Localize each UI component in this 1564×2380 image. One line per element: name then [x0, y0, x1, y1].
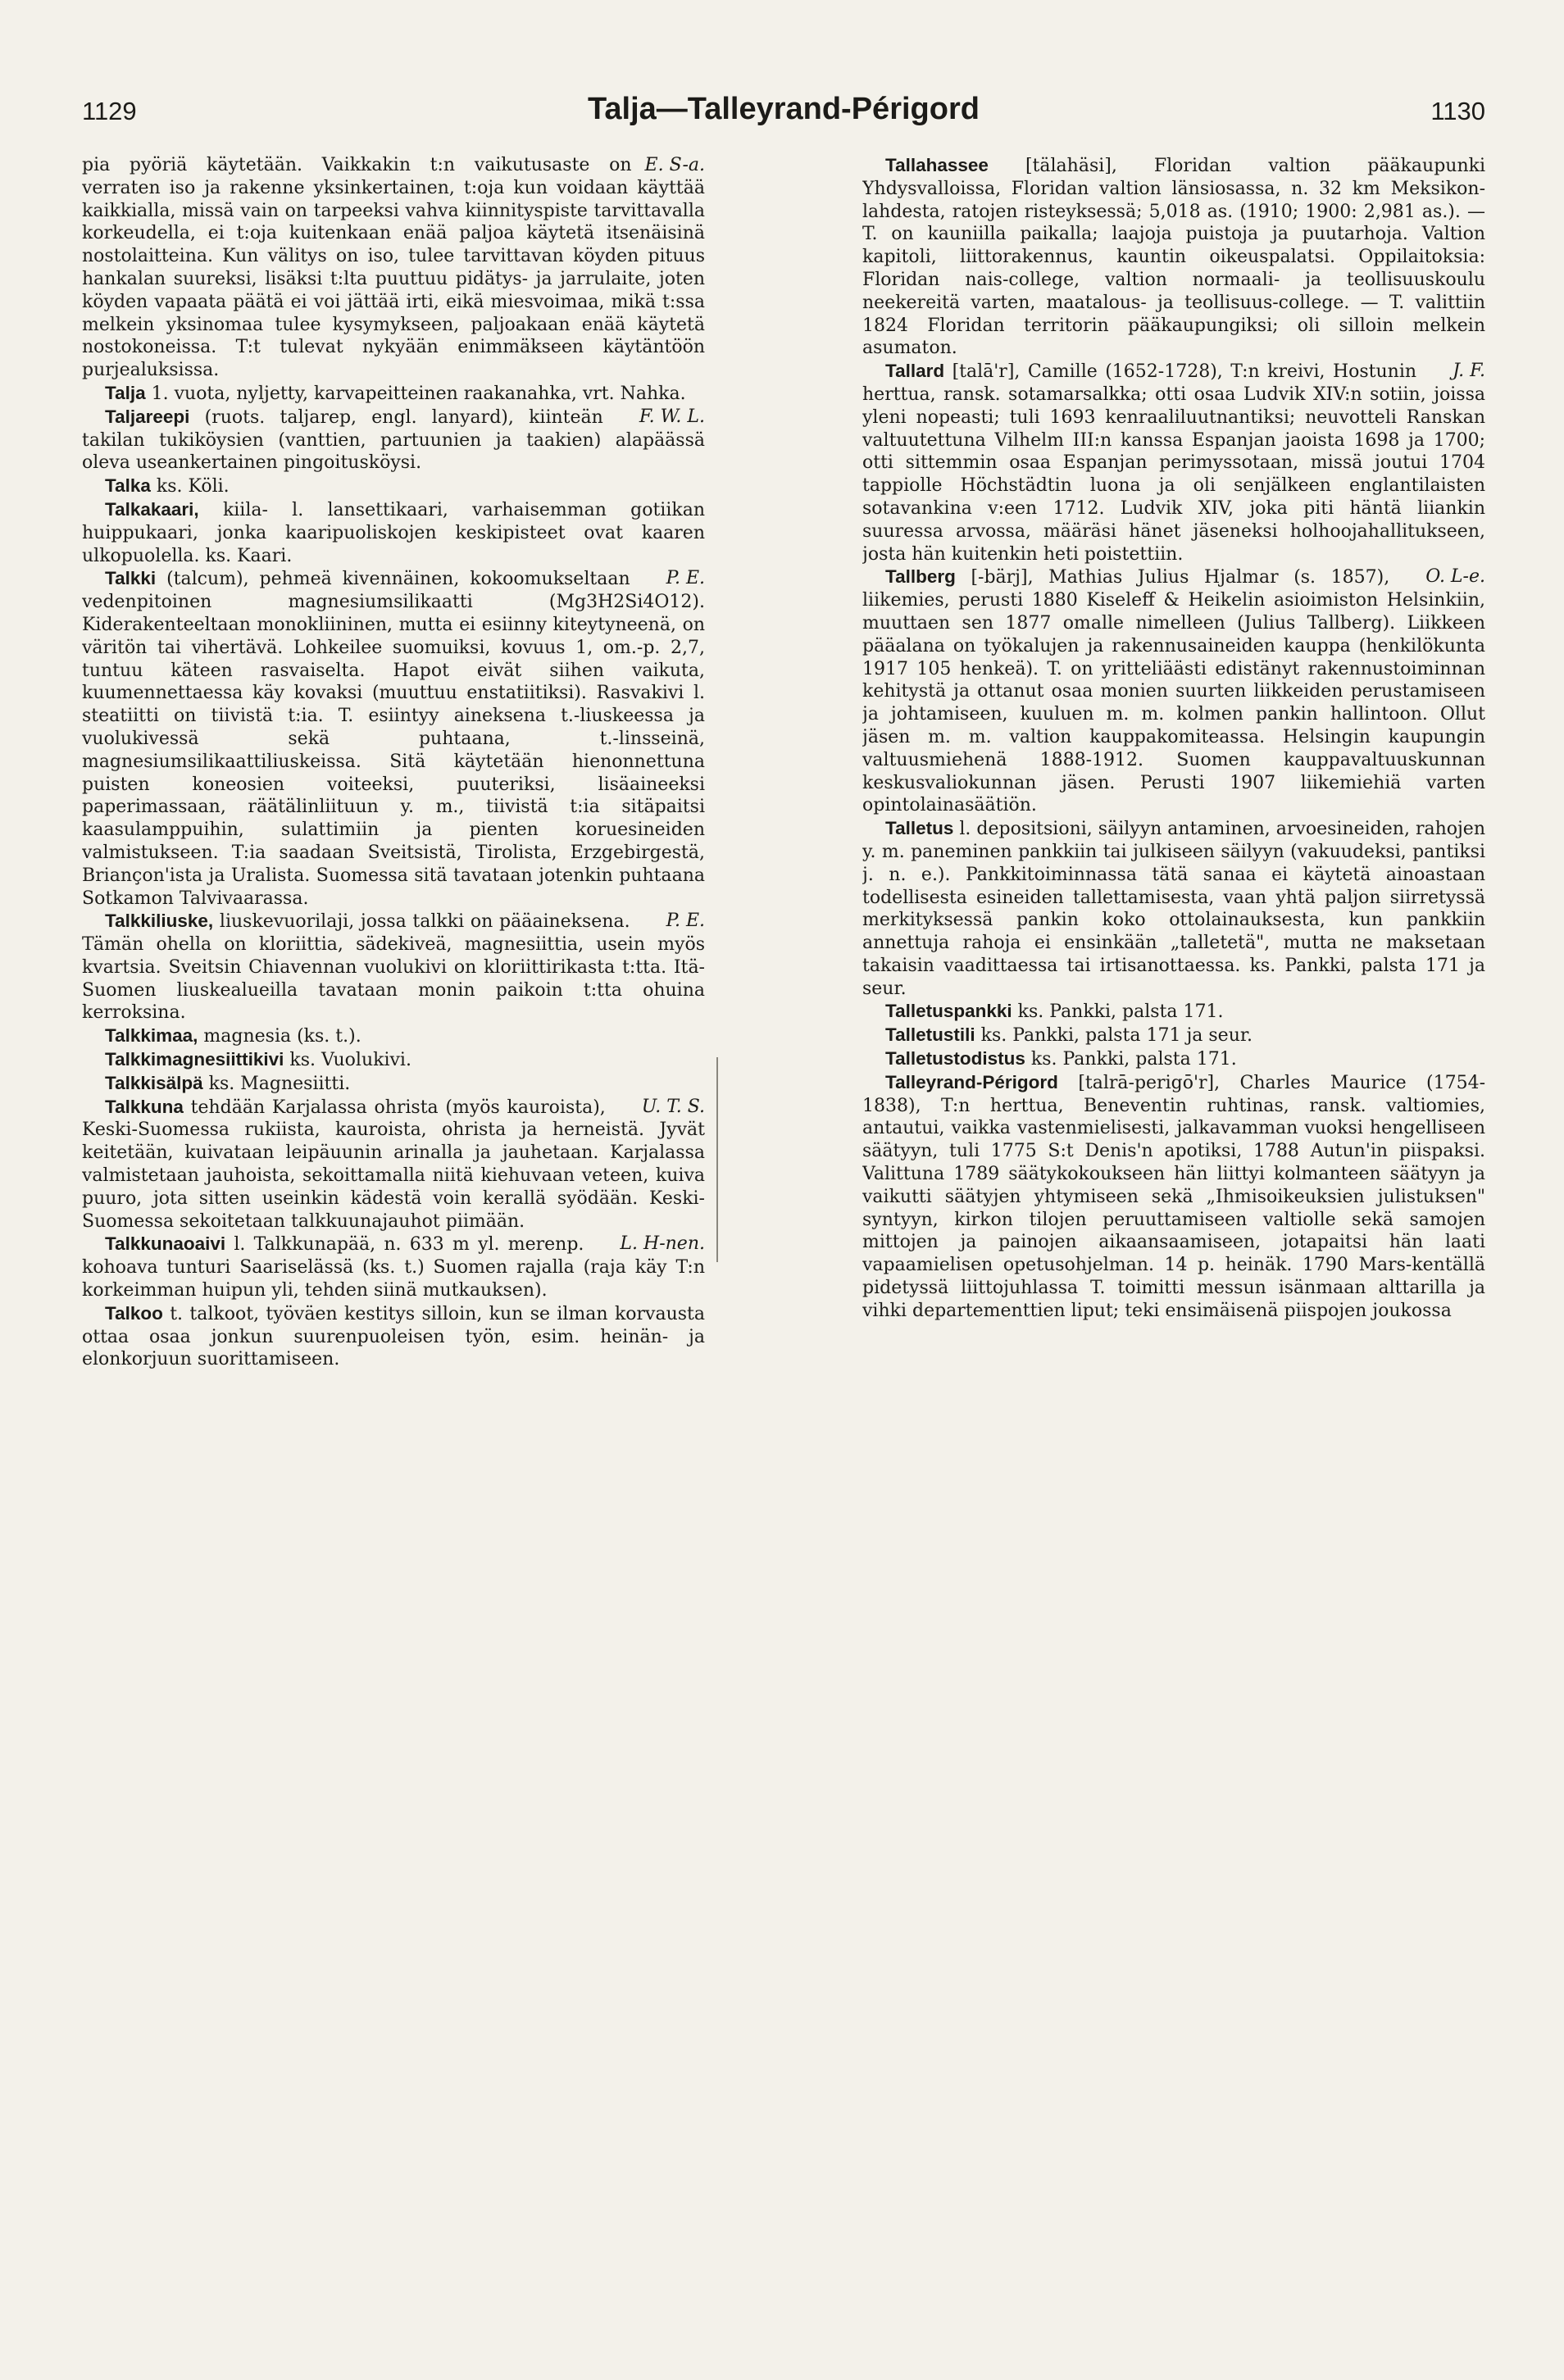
entry-text: (ruots. taljarep, engl. lanyard), kiinteän takilan tukiköysien (vanttien, partuunien ja taakien) alapäässä oleva useankertainen pingoitusköysi. [82, 407, 705, 474]
right-page-number: 1130 [1430, 97, 1485, 125]
dictionary-entry [82, 154, 705, 382]
dictionary-entry [82, 910, 705, 1024]
left-column [82, 154, 705, 2301]
entry-signature: F. W. L. [639, 406, 705, 427]
right-column [862, 154, 1485, 2301]
entry-headword: Talja [105, 382, 146, 403]
dictionary-entry [862, 1000, 1485, 1024]
entry-headword: Talkkisälpä [105, 1072, 203, 1093]
entry-text: ks. Vuolukivi. [289, 1050, 411, 1071]
entry-headword: Talletustodistus [885, 1048, 1025, 1070]
entry-headword: Tallard [885, 361, 945, 382]
entry-headword: Talletus [885, 818, 954, 839]
column-rule [716, 1057, 718, 1262]
dictionary-entry [82, 475, 705, 498]
entry-signature: L. H-nen. [620, 1233, 705, 1255]
entry-text: t. talkoot, työväen kestitys silloin, kun se ilman korvausta ottaa osaa jonkun suurenpuoleisen työn, esim. heinän- ja elonkorjuun suorittamiseen. [82, 1303, 705, 1370]
entry-text: ks. Pankki, palsta 171. [1017, 1002, 1224, 1023]
entry-headword: Tallberg [885, 566, 956, 588]
entry-text: l. depositsioni, säilyyn antaminen, arvoesineiden, rahojen y. m. paneminen pankkiin tai julkiseen säilyyn (vakuudeksi, pantiksi j. n. e.). Pankkitoiminnassa tätä sanaa ei käytetä ainoastaan todellisesta esineiden tallettamisesta, vaan yhtä paljon siirretyssä merkityksessä pankin koko ottolainauksesta, kun pankkiin annettuja rahoja ei ensinkään „talletetä", mutta ne maksetaan takaisin vaadittaessa tai irtisanottaessa. ks. Pankki, palsta 171 ja seur. [862, 819, 1485, 999]
dictionary-entry [82, 1048, 705, 1072]
dictionary-entry [82, 498, 705, 567]
entry-text: [tälahäsi], Floridan valtion pääkaupunki Yhdysvalloissa, Floridan valtion länsiosassa, n. 32 km Meksikon-lahdesta, ratojen risteyksessä; 5,018 as. (1910; 1900: 2,981 as.). — T. on kauniilla paikalla; laajoja puistoja ja puutarhoja. Valtion kapitoli, liittorakennus, kauntin oikeuspalatsi. Oppilaitoksia: Floridan nais-college, valtion normaali- ja teollisuuskoulu neekereitä varten, maatalous- ja teollisuus-college. — T. valittiin 1824 Floridan territorin pääkaupungiksi; oli silloin melkein asumaton. [862, 156, 1485, 359]
dictionary-entry [862, 1024, 1485, 1047]
dictionary-entry [862, 817, 1485, 1000]
entry-text: magnesia (ks. t.). [203, 1026, 361, 1047]
dictionary-entry [862, 1071, 1485, 1323]
entry-text: ks. Köli. [156, 476, 230, 497]
entry-text: ks. Pankki, palsta 171. [1030, 1049, 1237, 1070]
entry-headword: Taljareepi [105, 406, 190, 427]
entry-signature: P. E. [666, 911, 705, 932]
entry-text: liuskevuorilaji, jossa talkki on pääaineksena. Tämän ohella on kloriittia, sädekiveä, magnesiittia, usein myös kvartsia. Sveitsin Chiavennan vuolukivi on kloriittirikasta t:tta. Itä-Suomen liuskealueilla tavataan monin paikoin t:tta ohuina kerroksina. [82, 911, 705, 1024]
entry-headword: Talletustili [885, 1024, 975, 1046]
entry-headword: Talka [105, 475, 151, 497]
entry-text: kiila- l. lansettikaari, varhaisemman gotiikan huippukaari, jonka kaaripuoliskojen keskipisteet ovat kaaren ulkopuolella. ks. Kaari. [82, 499, 705, 566]
dictionary-entry [82, 406, 705, 475]
entry-text: (talcum), pehmeä kivennäinen, kokoomukseltaan vedenpitoinen magnesiumsilikaatti (Mg3H2Si4O12). Kiderakenteeltaan monokliininen, mutta ei esiinny kiteytyneenä, on väritön tai vihertävä. Lohkeilee suomuiksi, kovuus 1, om.-p. 2,7, tuntuu käteen rasvaiselta. Hapot eivät siihen vaikuta, kuumennettaessa käy kovaksi (muuttuu enstatiitiksi). Rasvakivi l. steatiitti on tiivistä t:ia. T. esiintyy aineksena t.-liuskeessa ja vuolukivessä sekä puhtaana, t.-linsseinä, magnesiumsilikaattiliuskeissa. Sitä käytetään hienonnettuna puisten koneosien voiteeksi, puuteriksi, lisäaineeksi paperimassaan, räätälinliituun y. m., tiivistä t:ia sitäpaitsi kaasulamppuihin, sulattimiin ja pienten koruesineiden valmistukseen. T:ia saadaan Sveitsistä, Tirolista, Erzgebirgestä, Briançon'ista ja Uralista. Suomessa sitä tavataan jotenkin puhtaana Sotkamon Talvivaarassa. [82, 569, 705, 909]
page-header [82, 92, 1485, 143]
running-title: Talja—Talleyrand-Périgord [588, 92, 980, 126]
entry-signature: O. L-e. [1425, 566, 1485, 588]
entry-text: [talrā-perigō'r], Charles Maurice (1754-1838), T:n herttua, Beneventin ruhtinas, ransk. valtiomies, antautui, vaikka vastenmielisesti, jalkavamman vuoksi hengelliseen säätyyn, tuli 1775 S:t Denis'n apotiksi, 1788 Autun'in piispaksi. Valittuna 1789 säätykokoukseen hän liittyi kolmanteen säätyyn ja vaikutti säätyjen yhtymiseen sekä „Ihmisoikeuksien julistuksen" syntyyn, kirkon tilojen peruuttamiseen valtiolle sekä samojen mittojen ja painojen aikaansaamiseen, jotapaitsi hän laati vapaamielisen opetusohjelman. 14 p. heinäk. 1790 Mars-kentällä pidetyssä liittojuhlassa T. toimitti messun isänmaan alttarilla ja vihki departementtien liput; teki ensimäisenä piispojen joukossa [862, 1072, 1485, 1321]
entry-headword: Talleyrand-Périgord [885, 1071, 1058, 1092]
dictionary-entry [82, 382, 705, 406]
left-page-number: 1129 [82, 97, 137, 125]
dictionary-entry [862, 360, 1485, 565]
entry-headword: Talkkunaoaivi [105, 1233, 226, 1255]
entry-headword: Talletuspankki [885, 1001, 1012, 1022]
dictionary-entry [82, 1072, 705, 1096]
entry-headword: Tallahassee [885, 155, 989, 175]
entry-headword: Talkoo [105, 1302, 163, 1324]
entry-headword: Talkakaari, [105, 498, 199, 520]
entry-text: ks. Pankki, palsta 171 ja seur. [980, 1025, 1253, 1047]
dictionary-entry [82, 1024, 705, 1048]
dictionary-entry [862, 1047, 1485, 1071]
dictionary-entry [82, 1096, 705, 1233]
entry-text: l. Talkkunapää, n. 633 m yl. merenp. kohoava tunturi Saariselässä (ks. t.) Suomen rajalla (raja käy T:n korkeimman huipun yli, tehden siinä mutkauksen). [82, 1234, 705, 1301]
entry-text: tehdään Karjalassa ohrista (myös kauroista), Keski-Suomessa rukiista, kauroista, ohrista ja herneistä. Jyvät keitetään, kuivataan leipäuunin arinalla ja jauhetaan. Karjalassa valmistetaan jauhoista, sekoittamalla niitä kiehuvaan veteen, kuiva puuro, jota sitten useinkin kädestä voin kerallä syödään. Keski-Suomessa sekoitetaan talkkuunajauhot piimään. [82, 1097, 705, 1232]
entry-signature: E. S-a. [644, 155, 705, 175]
entry-headword: Talkki [105, 568, 157, 589]
entry-signature: J. F. [1453, 361, 1485, 382]
entry-headword: Talkkimagnesiittikivi [105, 1049, 284, 1070]
entry-signature: U. T. S. [641, 1096, 705, 1117]
entry-headword: Talkkimaa, [105, 1025, 198, 1047]
entry-headword: Talkkiliuske, [105, 911, 214, 932]
dictionary-entry [862, 565, 1485, 817]
dictionary-entry [82, 1302, 705, 1371]
dictionary-entry [862, 154, 1485, 360]
entry-text: [talā'r], Camille (1652-1728), T:n kreivi, Hostunin herttua, ransk. sotamarsalkka; otti osaa Ludvik XIV:n sotiin, joissa yleni nopeasti; tuli 1693 kenraaliluutnantiksi; neuvotteli Ranskan valtuutettuna Vilhelm III:n kanssa Espanjan jaoista 1698 ja 1700; otti sittemmin osaa Espanjan perimyssotaan, missä joutui 1704 tappiolle Höchstädtin luona ja oli senjälkeen englantilaisten sotavankina v:een 1712. Ludvik XIV, joka piti häntä liiankin suuressa arvossa, määräsi hänet jäseneksi holhoojahallitukseen, josta hän kuitenkin heti poistettiin. [862, 361, 1485, 565]
dictionary-entry [82, 1233, 705, 1301]
dictionary-entry [82, 567, 705, 910]
entry-text: ks. Magnesiitti. [208, 1073, 351, 1094]
entry-text: 1. vuota, nyljetty, karvapeitteinen raakanahka, vrt. Nahka. [151, 383, 686, 404]
entry-text: pia pyöriä käytetään. Vaikkakin t:n vaikutusaste on verraten iso ja rakenne yksinkertainen, t:oja kun voidaan käyttää kaikkialla, missä vain on tarpeeksi vahva kiinnityspiste tarvittavalla korkeudella, ei t:oja kuitenkaan enää paljoa käytetä itsenäisinä nostolaitteina. Kun välitys on iso, tulee tarvittavan köyden pituus hankalan suureksi, lisäksi t:lta puuttuu pidätys- ja jarrulaite, joten köyden vapaata päätä ei voi jättää irti, eikä miesvoimaa, mikä t:ssa melkein yksinomaa tulee kysymykseen, paljoakaan enää käytetä nostokoneissa. T:t tulevat nykyään enimmäkseen käytäntöön purjealuksissa. [82, 155, 705, 381]
entry-signature: P. E. [666, 568, 705, 589]
entry-text: [-bärj], Mathias Julius Hjalmar (s. 1857), liikemies, perusti 1880 Kiseleff & Heikelin asioimiston Helsinkiin, muuttaen sen 1877 omalle nimelleen (Julius Tallberg). Liikkeen pääalana on työkalujen ja rakennusaineiden kauppa (henkilökunta 1917 105 henkeä). T. on yritteliäästi edistänyt rakennustoiminnan kehitystä ja ottanut osaa monien suurten liikkeiden perustamiseen ja johtamiseen, kuuluen m. m. kolmen pankin hallintoon. Ollut jäsen m. m. valtion kauppakomiteassa. Helsingin kaupungin valtuusmiehenä 1888-1912. Suomen kauppavaltuuskunnan keskusvaliokunnan jäsen. Perusti 1907 liikemiehiä varten opintolainasäätiön. [862, 567, 1485, 816]
entry-headword: Talkkuna [105, 1096, 184, 1117]
